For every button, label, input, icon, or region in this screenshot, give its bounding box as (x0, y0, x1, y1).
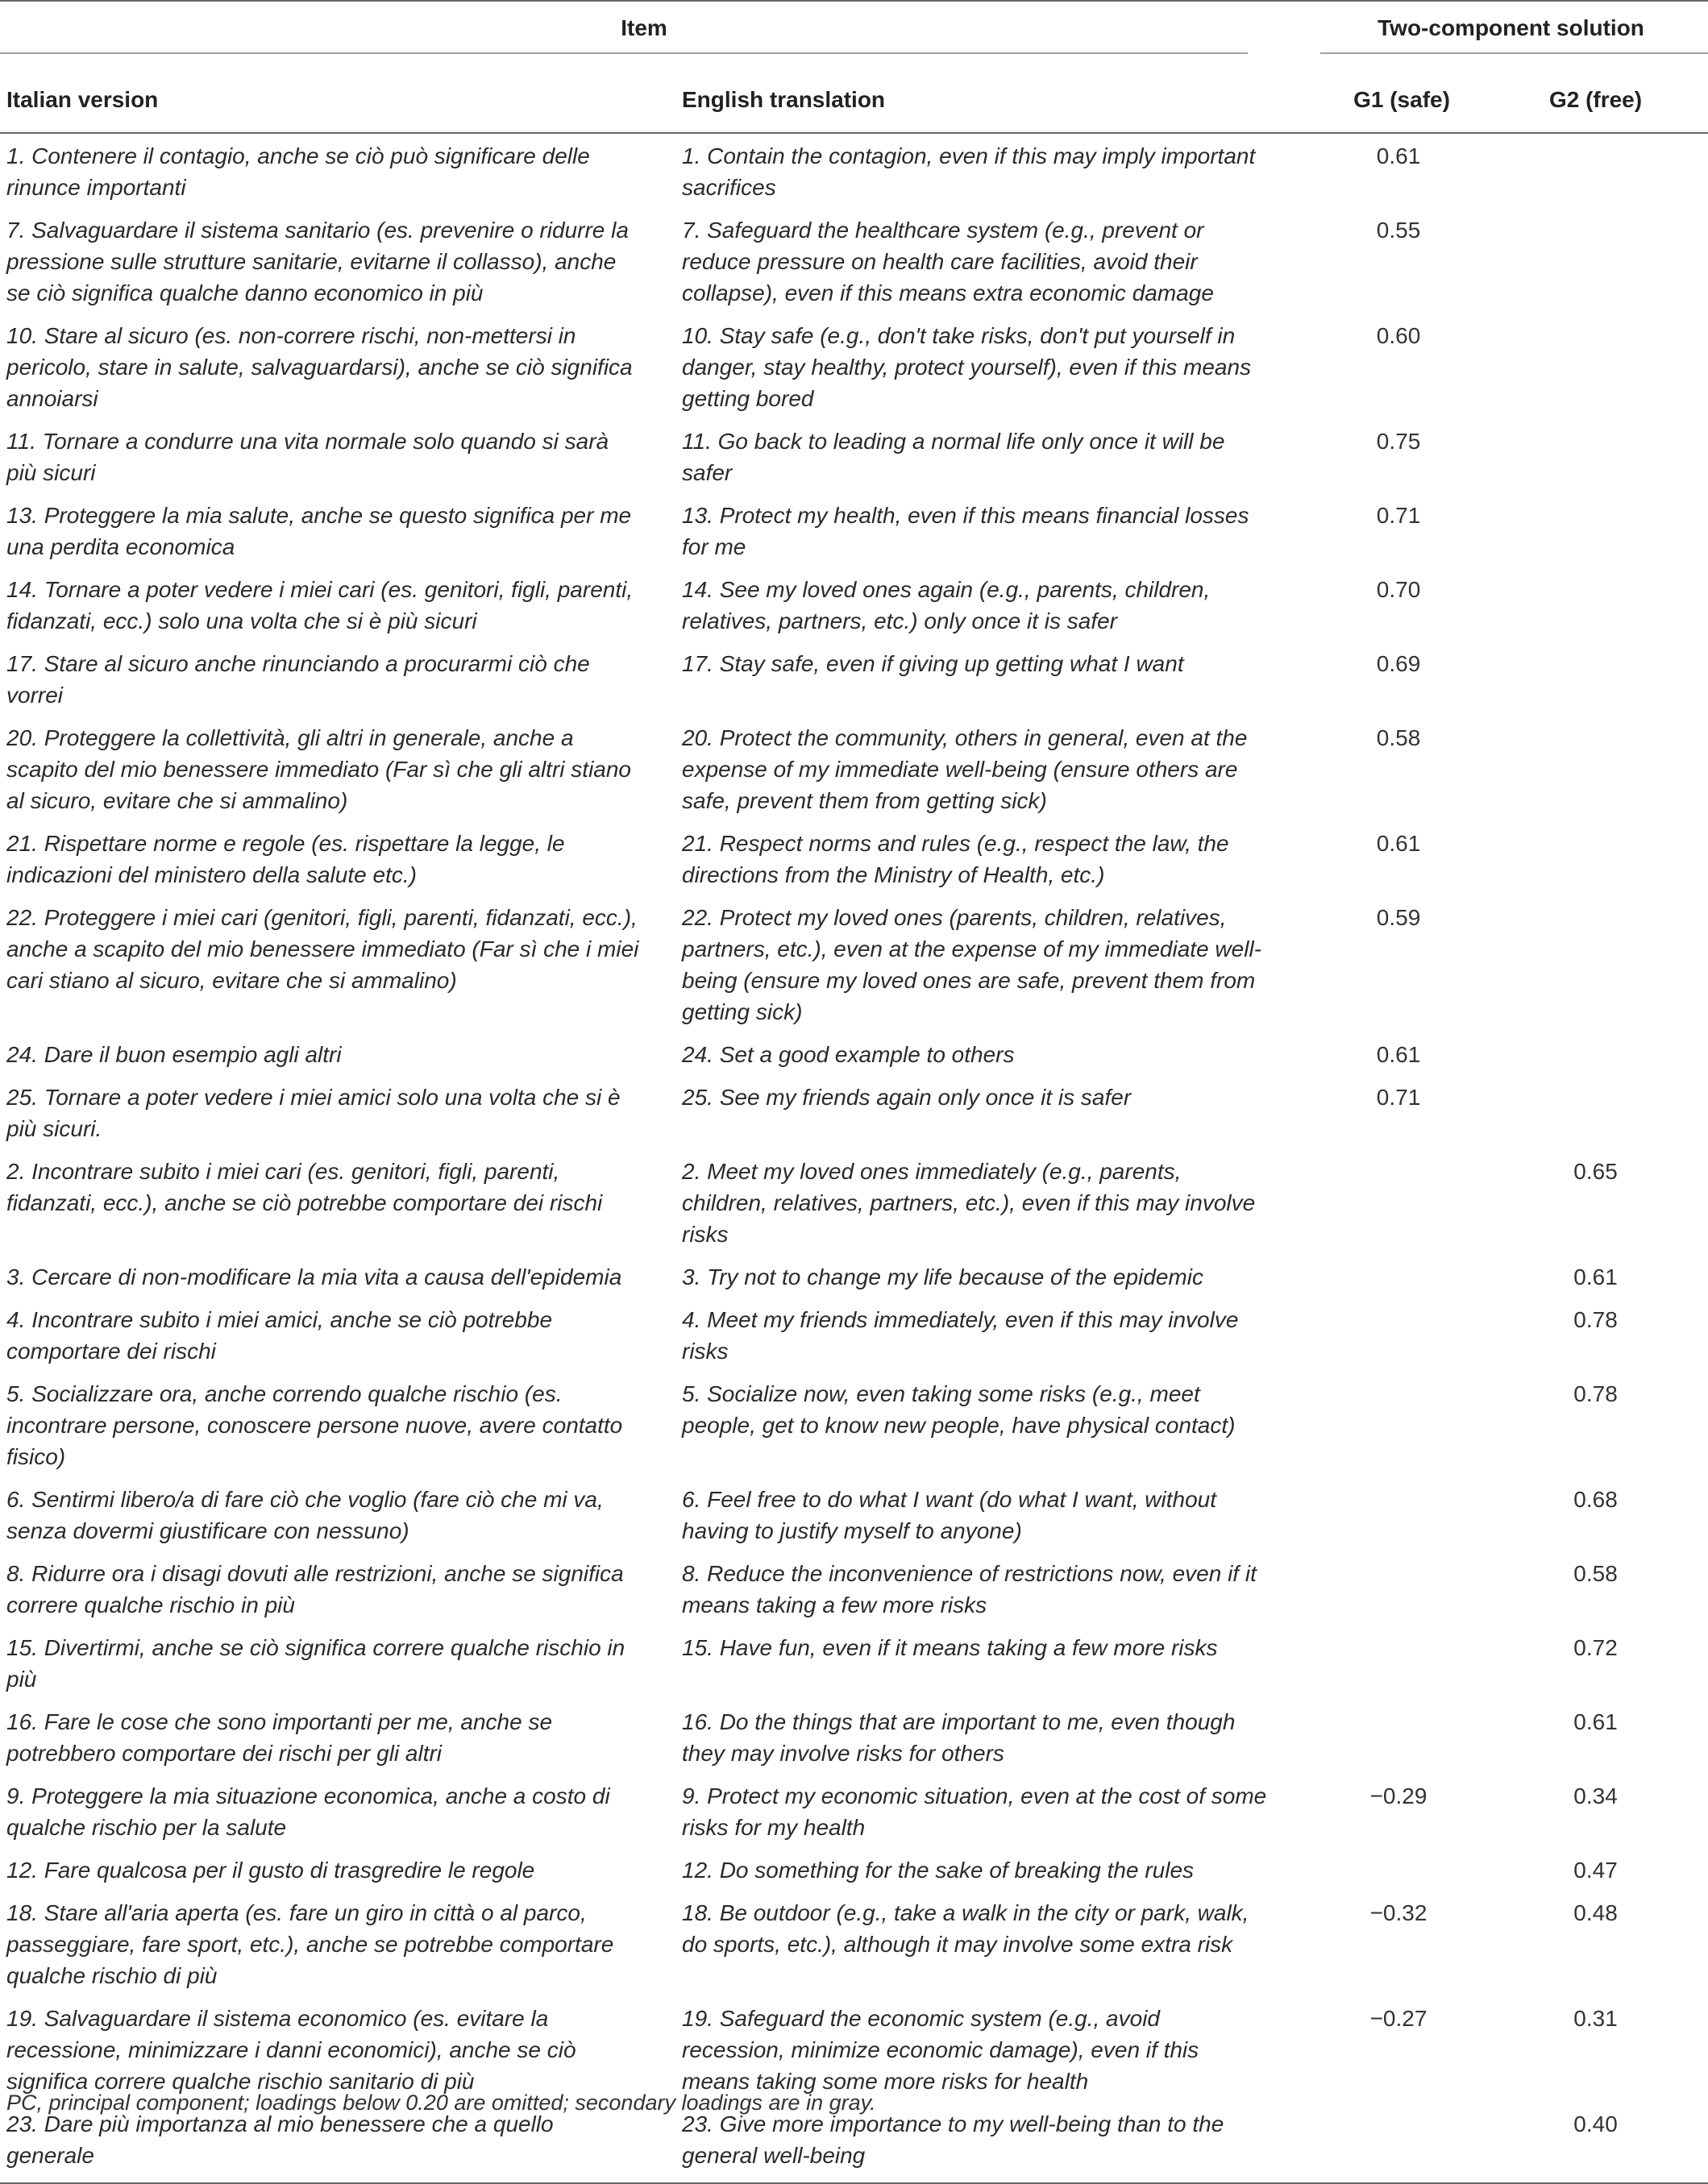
table-row (0, 313, 1708, 419)
table-header (0, 1, 1708, 133)
table-row (0, 1700, 1708, 1774)
g2-free-header: G2 (free) (1483, 68, 1708, 133)
italian-item-cell: 10. Stare al sicuro (es. non-correre rischi, non-mettersi in pericolo, stare in salute, salvaguardarsi), anche se ciò significa annoiarsi (6, 323, 633, 411)
g2-loading-cell (1483, 821, 1708, 895)
g1-loading-cell: −0.27 (1369, 2006, 1427, 2031)
italian-item-cell: 2. Incontrare subito i miei cari (es. genitori, figli, parenti, fidanzati, ecc.), anche se ciò potrebbe comportare dei rischi (6, 1159, 603, 1215)
italian-item-cell: 4. Incontrare subito i miei amici, anche se ciò potrebbe comportare dei rischi (6, 1307, 553, 1364)
g1-loading-cell: 0.61 (1376, 831, 1421, 856)
table-row (0, 1255, 1708, 1298)
italian-version-header: Italian version (0, 68, 675, 133)
table-footnote: PC, principal component; loadings below 0.20 are omitted; secondary loadings are in gray. (6, 2091, 876, 2115)
english-item-cell: 15. Have fun, even if it means taking a few more risks (682, 1635, 1218, 1660)
english-item-cell: 22. Protect my loved ones (parents, children, relatives, partners, etc.), even at the expense of my immediate well-being (ensure my loved ones are safe, prevent them from getting sick) (682, 905, 1261, 1024)
g2-loading-cell: 0.34 (1573, 1783, 1618, 1808)
g1-loading-cell: 0.55 (1376, 218, 1421, 243)
item-header-label: Item (621, 15, 667, 40)
english-item-cell: 12. Do something for the sake of breaking the rules (682, 1858, 1195, 1883)
g1-loading-cell (1288, 1626, 1483, 1700)
english-item-cell: 25. See my friends again only once it is safer (682, 1085, 1132, 1110)
g1-loading-cell: 0.71 (1376, 1085, 1421, 1110)
italian-item-cell: 8. Ridurre ora i disagi dovuti alle restrizioni, anche se significa correre qualche rischio in più (6, 1561, 624, 1617)
table-row (0, 133, 1708, 208)
english-item-cell: 17. Stay safe, even if giving up getting what I want (682, 651, 1184, 676)
italian-item-cell: 17. Stare al sicuro anche rinunciando a procurarmi ciò che vorrei (6, 651, 590, 708)
table-row (0, 567, 1708, 641)
g1-loading-cell (1288, 1372, 1483, 1477)
g1-loading-cell: 0.58 (1376, 725, 1421, 750)
g1-loading-cell (1288, 1848, 1483, 1891)
english-item-cell: 18. Be outdoor (e.g., take a walk in the city or park, walk, do sports, etc.), although it may involve some extra risk (682, 1900, 1249, 1957)
g2-loading-cell: 0.40 (1483, 2102, 1708, 2183)
italian-item-cell: 7. Salvaguardare il sistema sanitario (es. prevenire o ridurre la pressione sulle strutture sanitarie, evitarne il collasso), anche se ciò significa qualche danno economico in più (6, 218, 629, 305)
g1-loading-cell: 0.75 (1376, 429, 1421, 454)
italian-item-cell: 15. Divertirmi, anche se ciò significa correre qualche rischio in più (6, 1635, 625, 1692)
solution-header-label: Two-component solution (1378, 15, 1644, 40)
solution-group-header (1288, 1, 1708, 68)
table-row (0, 1032, 1708, 1075)
g2-loading-cell (1483, 567, 1708, 641)
english-translation-header: English translation (675, 68, 1288, 133)
english-item-cell: 8. Reduce the inconvenience of restrictions now, even if it means taking a few more risks (682, 1561, 1257, 1617)
table-row (0, 1477, 1708, 1551)
table-row (0, 895, 1708, 1032)
italian-item-cell: 19. Salvaguardare il sistema economico (es. evitare la recessione, minimizzare i danni economici), anche se ciò significa correre qualche rischio sanitario di più (6, 2006, 576, 2094)
table-row (0, 1075, 1708, 1149)
english-item-cell: 3. Try not to change my life because of the epidemic (682, 1264, 1203, 1289)
g2-loading-cell: 0.58 (1573, 1561, 1618, 1586)
g2-loading-cell (1483, 208, 1708, 313)
g2-loading-cell (1483, 895, 1708, 1032)
g1-loading-cell: 0.70 (1376, 577, 1421, 602)
g2-loading-cell: 0.31 (1573, 2006, 1618, 2031)
g2-loading-cell: 0.68 (1573, 1487, 1618, 1512)
g1-loading-cell (1288, 1477, 1483, 1551)
italian-item-cell: 18. Stare all'aria aperta (es. fare un giro in città o al parco, passeggiare, fare sport, etc.), anche se potrebbe comportare qualche rischio di più (6, 1900, 614, 1988)
g1-loading-cell (1288, 1700, 1483, 1774)
english-item-cell: 13. Protect my health, even if this means financial losses for me (682, 503, 1249, 559)
table-row (0, 1774, 1708, 1848)
table-row (0, 1298, 1708, 1372)
table-row (0, 1996, 1708, 2102)
g1-loading-cell: −0.32 (1369, 1900, 1427, 1925)
italian-item-cell: 12. Fare qualcosa per il gusto di trasgredire le regole (6, 1858, 535, 1883)
g1-loading-cell (1288, 1551, 1483, 1626)
english-item-cell: 7. Safeguard the healthcare system (e.g., prevent or reduce pressure on health care facilities, avoid their collapse), even if this means extra economic damage (682, 218, 1214, 305)
table-row (0, 1551, 1708, 1626)
table-row (0, 1891, 1708, 1996)
italian-item-cell: 13. Proteggere la mia salute, anche se questo significa per me una perdita economica (6, 503, 632, 559)
english-item-cell: 19. Safeguard the economic system (e.g., avoid recession, minimize economic damage), even if this means taking some more risks for health (682, 2006, 1199, 2094)
g1-loading-cell: 0.69 (1376, 651, 1421, 676)
italian-item-cell: 6. Sentirmi libero/a di fare ciò che voglio (fare ciò che mi va, senza dovermi giustificare con nessuno) (6, 1487, 604, 1543)
g2-loading-cell (1483, 133, 1708, 208)
english-item-cell: 24. Set a good example to others (682, 1042, 1015, 1067)
g1-loading-cell: 0.61 (1376, 143, 1421, 168)
english-item-cell: 4. Meet my friends immediately, even if this may involve risks (682, 1307, 1239, 1364)
g1-loading-cell (1288, 2102, 1483, 2183)
table-row (0, 1626, 1708, 1700)
table-row (0, 493, 1708, 567)
table-row (0, 419, 1708, 493)
italian-item-cell: 22. Proteggere i miei cari (genitori, figli, parenti, fidanzati, ecc.), anche a scapito del mio benessere immediato (Far sì che i miei cari stiano al sicuro, evitare che si ammalino) (6, 905, 639, 993)
english-item-cell: 10. Stay safe (e.g., don't take risks, don't put yourself in danger, stay healthy, protect yourself), even if this means getting bored (682, 323, 1252, 411)
g2-loading-cell: 0.61 (1573, 1709, 1618, 1734)
italian-item-cell: 21. Rispettare norme e regole (es. rispettare la legge, le indicazioni del ministero della salute etc.) (6, 831, 565, 887)
table-body (0, 133, 1708, 2183)
italian-item-cell: 24. Dare il buon esempio agli altri (6, 1042, 342, 1067)
table-row (0, 716, 1708, 821)
english-item-cell: 11. Go back to leading a normal life only once it will be safer (682, 429, 1225, 485)
g2-loading-cell (1483, 419, 1708, 493)
table-row (0, 1848, 1708, 1891)
g2-loading-cell (1483, 493, 1708, 567)
english-item-cell: 2. Meet my loved ones immediately (e.g., parents, children, relatives, partners, etc.), even if this may involve risks (682, 1159, 1256, 1247)
g1-loading-cell: 0.59 (1376, 905, 1421, 930)
italian-item-cell: 25. Tornare a poter vedere i miei amici solo una volta che si è più sicuri. (6, 1085, 621, 1141)
g2-loading-cell: 0.78 (1573, 1307, 1618, 1332)
table-row (0, 641, 1708, 716)
g2-loading-cell: 0.61 (1573, 1264, 1618, 1289)
english-item-cell: 23. Give more importance to my well-being than to the general well-being (675, 2102, 1288, 2183)
english-item-cell: 20. Protect the community, others in general, even at the expense of my immediate well-being (ensure others are safe, prevent them from getting sick) (682, 725, 1248, 813)
g2-loading-cell (1483, 716, 1708, 821)
italian-item-cell: 9. Proteggere la mia situazione economica, anche a costo di qualche rischio per la salute (6, 1783, 610, 1840)
g1-loading-cell (1288, 1298, 1483, 1372)
g2-loading-cell (1483, 313, 1708, 419)
table-row (0, 1149, 1708, 1255)
g2-loading-cell (1483, 1075, 1708, 1149)
table-row (0, 1372, 1708, 1477)
g1-safe-header: G1 (safe) (1288, 68, 1483, 133)
italian-item-cell: 16. Fare le cose che sono importanti per me, anche se potrebbero comportare dei rischi per gli altri (6, 1709, 553, 1766)
table-row (0, 208, 1708, 313)
g2-loading-cell: 0.47 (1573, 1858, 1618, 1883)
g1-loading-cell (1288, 1255, 1483, 1298)
italian-item-cell: 3. Cercare di non-modificare la mia vita a causa dell'epidemia (6, 1264, 622, 1289)
italian-item-cell: 1. Contenere il contagio, anche se ciò può significare delle rinunce importanti (6, 143, 590, 200)
table-row (0, 821, 1708, 895)
g1-loading-cell (1288, 1149, 1483, 1255)
g2-loading-cell (1483, 641, 1708, 716)
g2-loading-cell (1483, 1032, 1708, 1075)
italian-item-cell: 11. Tornare a condurre una vita normale solo quando si sarà più sicuri (6, 429, 609, 485)
g2-loading-cell: 0.65 (1573, 1159, 1618, 1184)
g2-loading-cell: 0.48 (1573, 1900, 1618, 1925)
english-item-cell: 21. Respect norms and rules (e.g., respect the law, the directions from the Ministry of Health, etc.) (682, 831, 1229, 887)
english-item-cell: 9. Protect my economic situation, even at the cost of some risks for my health (682, 1783, 1267, 1840)
english-item-cell: 5. Socialize now, even taking some risks (e.g., meet people, get to know new people, have physical contact) (682, 1381, 1236, 1438)
english-item-cell: 16. Do the things that are important to me, even though they may involve risks for others (682, 1709, 1236, 1766)
g1-loading-cell: 0.71 (1376, 503, 1421, 528)
english-item-cell: 14. See my loved ones again (e.g., parents, children, relatives, partners, etc.) only once it is safer (682, 577, 1211, 633)
g1-loading-cell: −0.29 (1369, 1783, 1427, 1808)
g2-loading-cell: 0.72 (1573, 1635, 1618, 1660)
english-item-cell: 6. Feel free to do what I want (do what I want, without having to justify myself to anyone) (682, 1487, 1217, 1543)
italian-item-cell: 20. Proteggere la collettività, gli altri in generale, anche a scapito del mio benessere immediato (Far sì che gli altri stiano al sicuro, evitare che si ammalino) (6, 725, 632, 813)
g1-loading-cell: 0.61 (1376, 1042, 1421, 1067)
item-group-header (0, 1, 1288, 68)
italian-item-cell: 23. Dare più importanza al mio benessere che a quello generale (0, 2102, 675, 2183)
english-item-cell: 1. Contain the contagion, even if this may imply important sacrifices (682, 143, 1256, 200)
italian-item-cell: 5. Socializzare ora, anche correndo qualche rischio (es. incontrare persone, conoscere persone nuove, avere contatto fisico) (6, 1381, 623, 1469)
g1-loading-cell: 0.60 (1376, 323, 1421, 348)
italian-item-cell: 14. Tornare a poter vedere i miei cari (es. genitori, figli, parenti, fidanzati, ecc.) solo una volta che si è più sicuri (6, 577, 634, 633)
g2-loading-cell: 0.78 (1573, 1381, 1618, 1406)
